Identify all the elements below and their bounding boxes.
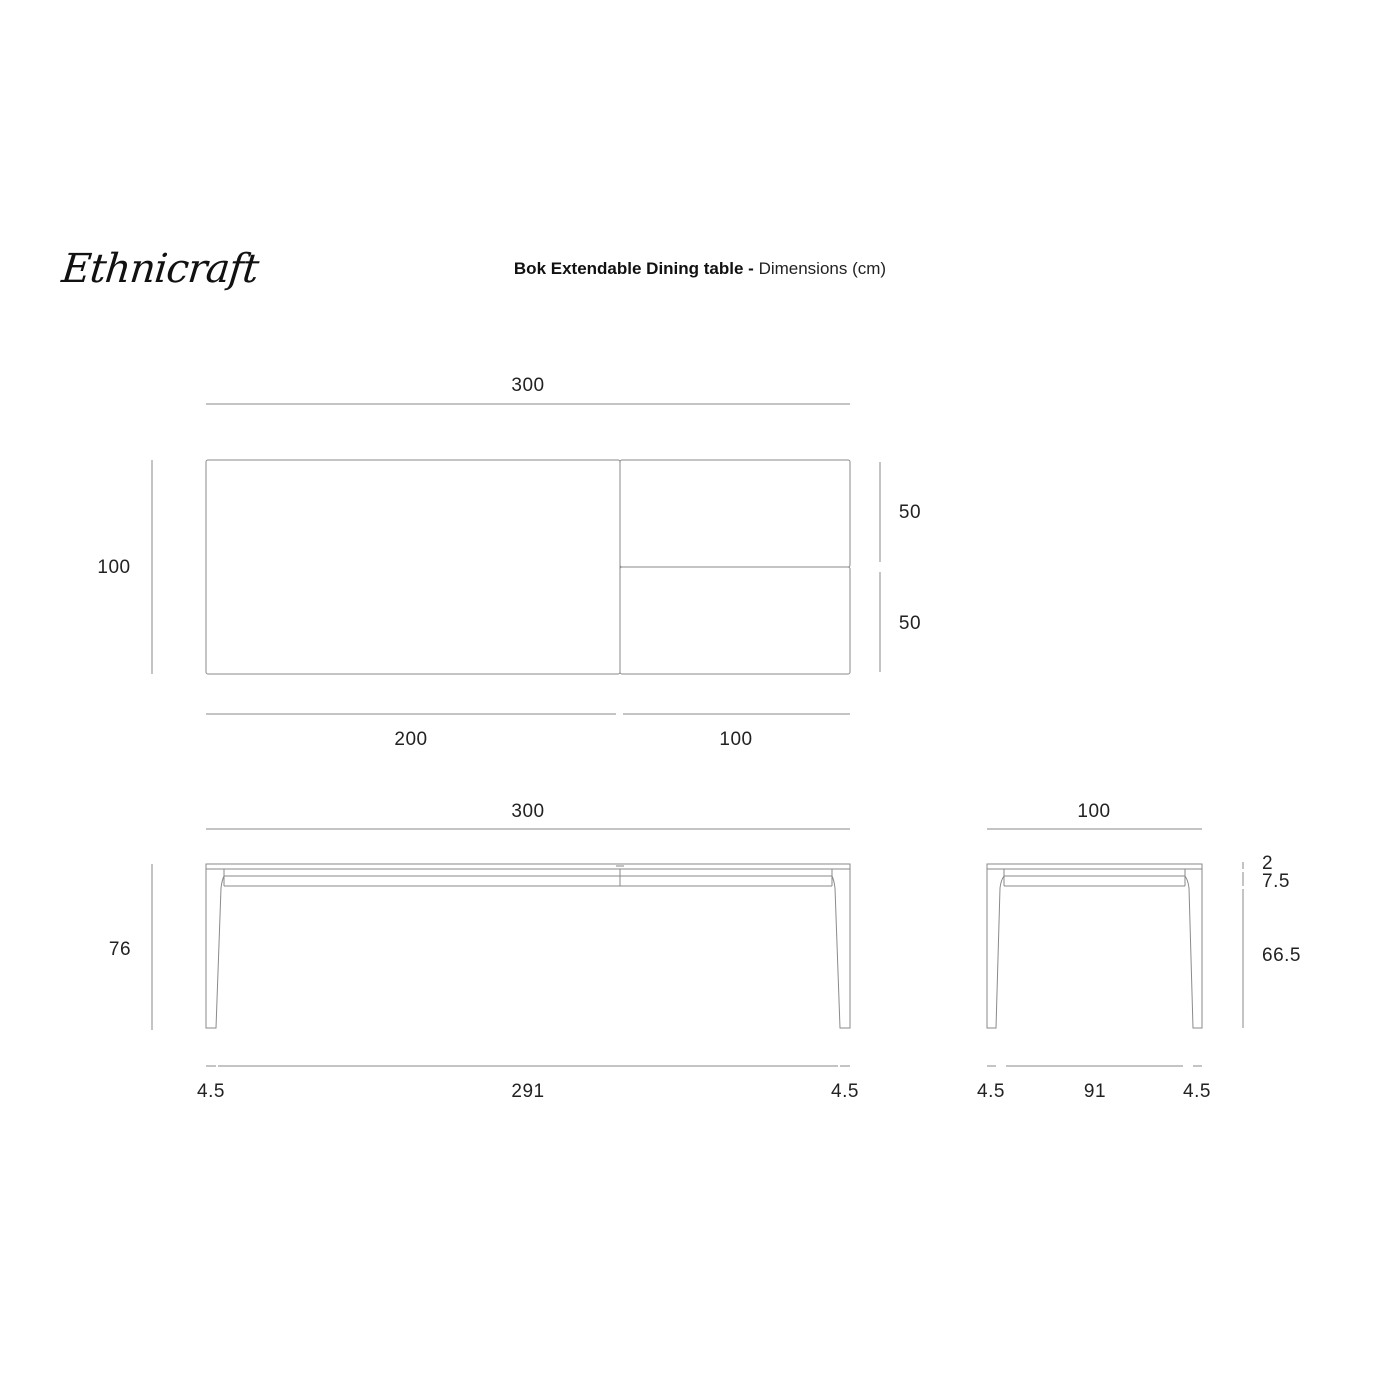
side-right-leg [1185, 869, 1202, 1028]
table-top-main-section [206, 460, 620, 674]
side-top-thickness-label: 2 [1262, 853, 1274, 874]
front-leg-left-label: 4.5 [197, 1081, 225, 1102]
side-apron-height-label: 7.5 [1262, 871, 1290, 892]
front-right-leg [832, 869, 850, 1028]
front-left-leg [206, 869, 224, 1028]
title-subtitle: Dimensions (cm) [758, 259, 887, 278]
side-overall-depth-label: 100 [1077, 801, 1111, 822]
front-tabletop [206, 864, 850, 869]
side-tabletop [987, 864, 1202, 869]
side-leg-left-label: 4.5 [977, 1081, 1005, 1102]
side-left-leg [987, 869, 1004, 1028]
extension-length-label: 100 [719, 729, 753, 750]
top-view [97, 375, 921, 750]
side-leg-height-label: 66.5 [1262, 945, 1301, 966]
extension-leaf-2 [620, 567, 850, 674]
side-leg-right-label: 4.5 [1183, 1081, 1211, 1102]
side-view [977, 801, 1301, 1102]
top-depth-label: 100 [97, 557, 131, 578]
front-view [109, 801, 859, 1102]
leaf-2-width-label: 50 [898, 613, 922, 634]
front-height-label: 76 [108, 939, 132, 960]
front-overall-length-label: 300 [511, 801, 545, 822]
front-leg-span-label: 291 [511, 1081, 545, 1102]
product-name: Bok Extendable Dining table [513, 259, 744, 278]
front-leg-right-label: 4.5 [831, 1081, 859, 1102]
top-overall-length-label: 300 [511, 375, 545, 396]
side-leg-span-label: 91 [1083, 1081, 1107, 1102]
title-separator: - [743, 259, 759, 278]
main-section-length-label: 200 [394, 729, 428, 750]
ethnicraft-logo: Ethnicraft [59, 246, 261, 292]
extension-leaf-1 [620, 460, 850, 567]
leaf-1-width-label: 50 [898, 502, 922, 523]
